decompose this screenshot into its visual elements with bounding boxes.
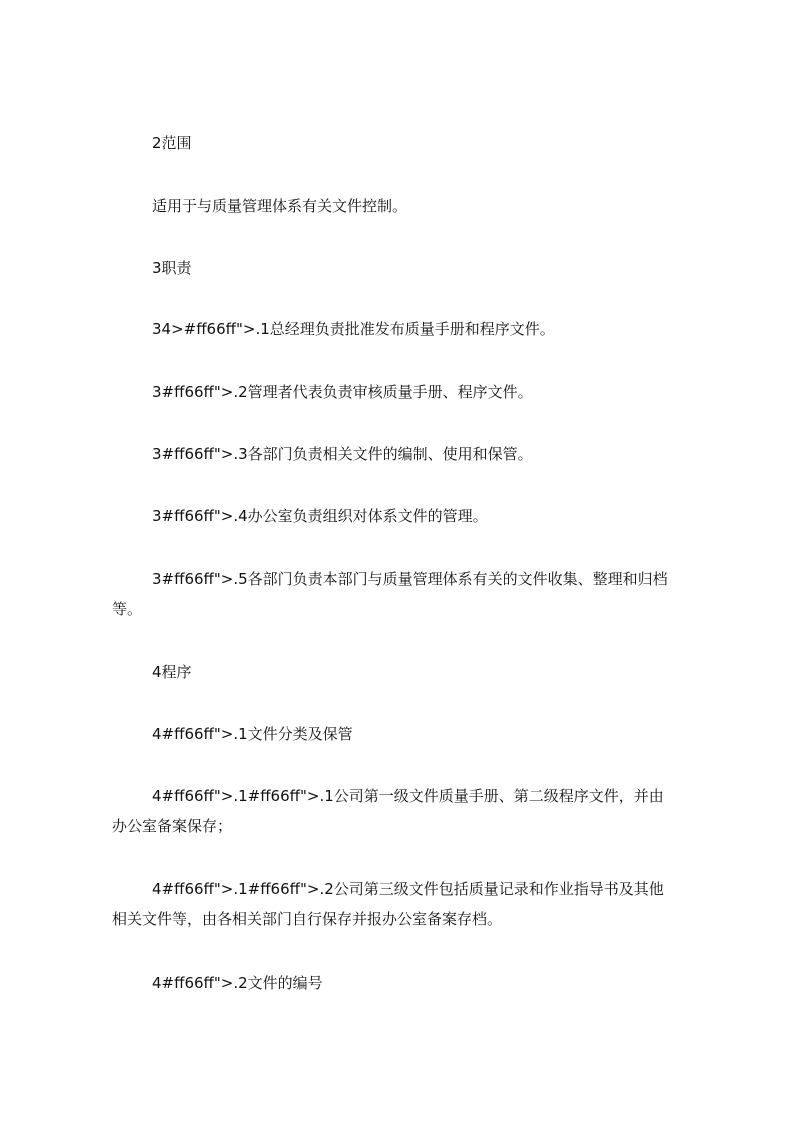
procedure-item-4-2: 4#ff66ff">.2文件的编号 — [152, 974, 323, 992]
procedure-item-4-1-1: 4#ff66ff">.1#ff66ff">.1公司第一级文件质量手册、第二级程序文件，并由办公室备案保存； — [112, 787, 664, 835]
scope-text: 适用于与质量管理体系有关文件控制。 — [152, 197, 408, 215]
procedure-item-4-1: 4#ff66ff">.1文件分类及保管 — [152, 725, 353, 743]
responsibility-item-4: 3#ff66ff">.4办公室负责组织对体系文件的管理。 — [152, 507, 488, 525]
section-heading-scope: 2范围 — [152, 134, 192, 152]
responsibility-item-5: 3#ff66ff">.5各部门负责本部门与质量管理体系有关的文件收集、整理和归档等。 — [112, 570, 668, 618]
procedure-item-4-1-2: 4#ff66ff">.1#ff66ff">.2公司第三级文件包括质量记录和作业指导书及其他相关文件等，由各相关部门自行保存并报办公室备案存档。 — [112, 880, 664, 928]
section-heading-responsibilities: 3职责 — [152, 259, 192, 277]
responsibility-item-3: 3#ff66ff">.3各部门负责相关文件的编制、使用和保管。 — [152, 445, 533, 463]
responsibility-item-1: 34>#ff66ff">.1总经理负责批准发布质量手册和程序文件。 — [152, 320, 555, 338]
responsibility-item-2: 3#ff66ff">.2管理者代表负责审核质量手册、程序文件。 — [152, 383, 533, 401]
section-heading-procedure: 4程序 — [152, 663, 192, 681]
